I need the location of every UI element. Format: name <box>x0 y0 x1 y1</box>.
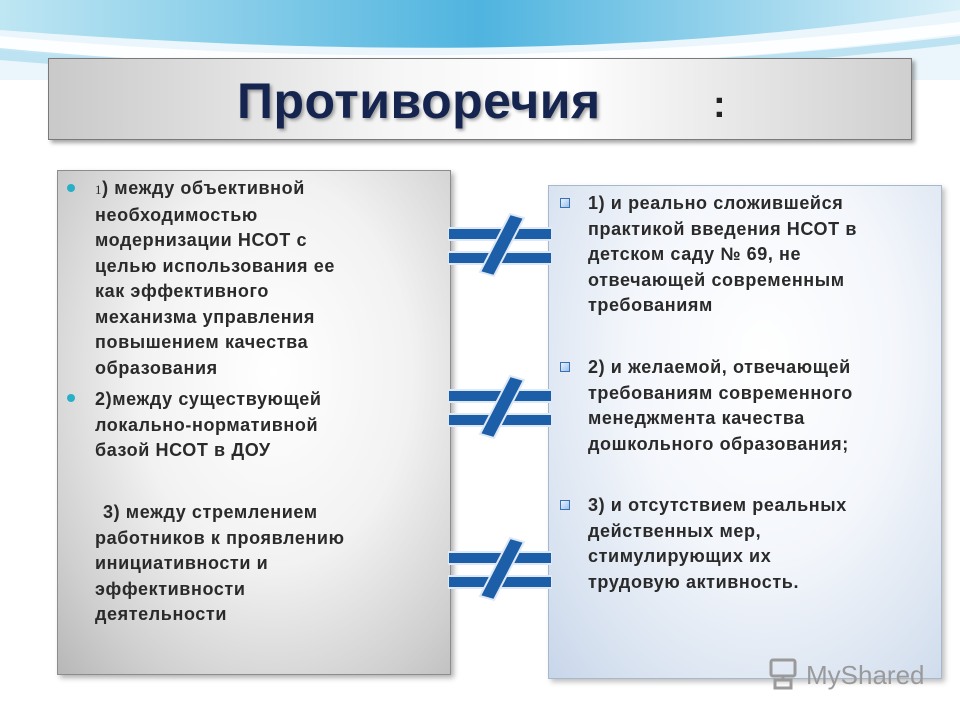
bullet-dot-icon <box>67 184 75 192</box>
right-item-3: 3) и отсутствием реальных действенных мер, стимулирующих их трудовую активность. <box>588 495 847 592</box>
left-item-3: 3) между стремлением работников к проявлению инициативности и эффективности деятельности <box>95 502 345 624</box>
left-item-1-number: 1 <box>95 182 103 197</box>
right-item-2: 2) и желаемой, отвечающей требованиям современного менеджмента качества дошкольного образования; <box>588 357 853 454</box>
not-equal-icon <box>448 212 552 278</box>
title-colon: : <box>713 84 726 126</box>
bullet-dot-icon <box>67 394 75 402</box>
left-item-2: 2)между существующей локально-нормативной базой НСОТ в ДОУ <box>95 389 322 460</box>
right-item-1: 1) и реально сложившейся практикой введения НСОТ в детском саду № 69, не отвечающей современным требованиям <box>588 193 857 315</box>
square-bullet-icon <box>560 362 570 372</box>
square-bullet-icon <box>560 198 570 208</box>
page-title: Противоречия <box>237 73 601 129</box>
left-item-1: 1) между объективной необходимостью модернизации НСОТ с целью использования ее как эффективного механизма управления повышением качества образования <box>95 178 335 378</box>
myshared-logo-icon <box>766 656 802 692</box>
watermark-text: MyShared <box>806 660 925 690</box>
square-bullet-icon <box>560 500 570 510</box>
not-equal-icon <box>448 536 552 602</box>
not-equal-icon <box>448 374 552 440</box>
